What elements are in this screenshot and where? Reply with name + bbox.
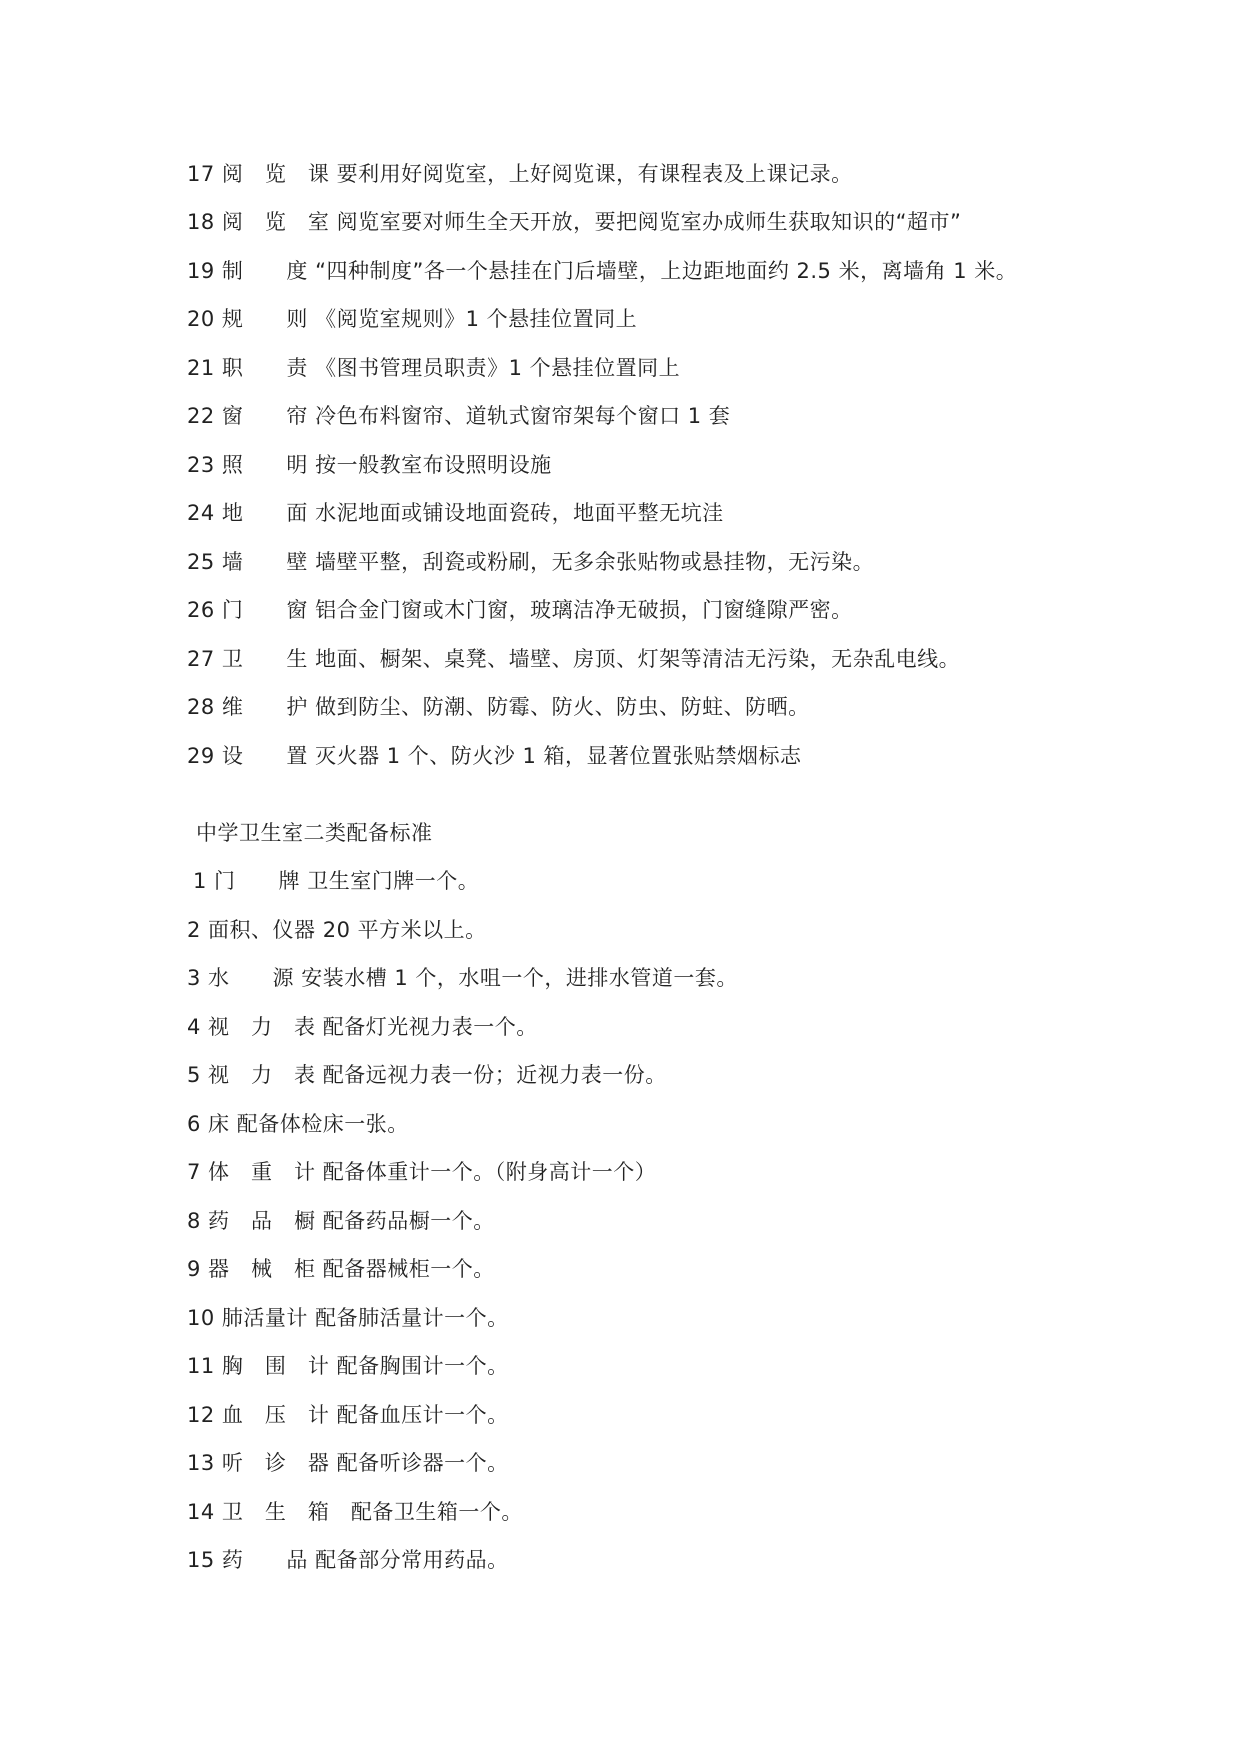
list-item: 20 规 则 《阅览室规则》1 个悬挂位置同上 <box>187 307 638 331</box>
list-item: 4 视 力 表 配备灯光视力表一个。 <box>187 1015 538 1039</box>
list-item: 23 照 明 按一般教室布设照明设施 <box>187 453 552 477</box>
list-item: 22 窗 帘 冷色布料窗帘、道轨式窗帘架每个窗口 1 套 <box>187 404 731 428</box>
list-item: 18 阅 览 室 阅览室要对师生全天开放，要把阅览室办成师生获取知识的“超市” <box>187 210 962 234</box>
section-heading: 中学卫生室二类配备标准 <box>196 821 433 845</box>
list-item: 28 维 护 做到防尘、防潮、防霉、防火、防虫、防蛀、防晒。 <box>187 695 810 719</box>
list-item: 6 床 配备体检床一张。 <box>187 1112 409 1136</box>
list-item: 5 视 力 表 配备远视力表一份；近视力表一份。 <box>187 1063 667 1087</box>
list-item: 21 职 责 《图书管理员职责》1 个悬挂位置同上 <box>187 356 681 380</box>
list-item: 14 卫 生 箱 配备卫生箱一个。 <box>187 1500 523 1524</box>
list-item: 27 卫 生 地面、橱架、桌凳、墙壁、房顶、灯架等清洁无污染，无杂乱电线。 <box>187 647 961 671</box>
list-item: 25 墙 壁 墙壁平整，刮瓷或粉刷，无多余张贴物或悬挂物，无污染。 <box>187 550 875 574</box>
list-item: 9 器 械 柜 配备器械柜一个。 <box>187 1257 495 1281</box>
list-item: 29 设 置 灭火器 1 个、防火沙 1 箱，显著位置张贴禁烟标志 <box>187 744 802 768</box>
list-item: 1 门 牌 卫生室门牌一个。 <box>193 869 480 893</box>
list-item: 12 血 压 计 配备血压计一个。 <box>187 1403 509 1427</box>
list-item: 26 门 窗 铝合金门窗或木门窗，玻璃洁净无破损，门窗缝隙严密。 <box>187 598 853 622</box>
list-item: 2 面积、仪器 20 平方米以上。 <box>187 918 487 942</box>
list-item: 17 阅 览 课 要利用好阅览室，上好阅览课，有课程表及上课记录。 <box>187 162 853 186</box>
list-item: 10 肺活量计 配备肺活量计一个。 <box>187 1306 509 1330</box>
list-item: 15 药 品 配备部分常用药品。 <box>187 1548 509 1572</box>
list-item: 7 体 重 计 配备体重计一个。（附身高计一个） <box>187 1160 657 1184</box>
list-item: 11 胸 围 计 配备胸围计一个。 <box>187 1354 509 1378</box>
list-item: 24 地 面 水泥地面或铺设地面瓷砖，地面平整无坑洼 <box>187 501 724 525</box>
list-item: 19 制 度 “四种制度”各一个悬挂在门后墙壁，上边距地面约 2.5 米，离墙角 1 米。 <box>187 259 1018 283</box>
list-item: 8 药 品 橱 配备药品橱一个。 <box>187 1209 495 1233</box>
list-item: 13 听 诊 器 配备听诊器一个。 <box>187 1451 509 1475</box>
list-item: 3 水 源 安装水槽 1 个，水咀一个，进排水管道一套。 <box>187 966 738 990</box>
